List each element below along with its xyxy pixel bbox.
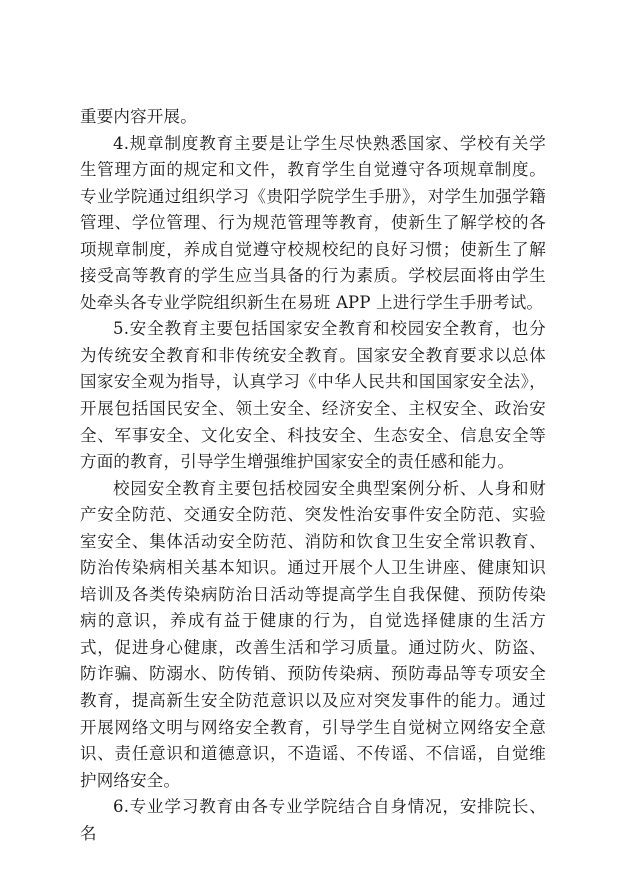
paragraph-campus-safety: 校园安全教育主要包括校园安全典型案例分析、人身和财产安全防范、交通安全防范、突发性治安事件安全防范、实验室安全、集体活动安全防范、消防和饮食卫生安全常识教育、防治传染病相关基本知识。通过开展个人卫生讲座、健康知识培训及各类传染病防治日活动等提高学生自我保健、预防传染病的意识，养成有益于健康的行为，自觉选择健康的生活方式，促进身心健康，改善生活和学习质量。通过防火、防盗、防诈骗、防溺水、防传销、预防传染病、预防毒品等专项安全教育，提高新生安全防范意识以及应对突发事件的能力。通过开展网络文明与网络安全教育，引导学生自觉树立网络安全意识、责任意识和道德意识，不造谣、不传谣、不信谣，自觉维护网络安全。 [80, 478, 546, 790]
paragraph-rules-education: 4.规章制度教育主要是让学生尽快熟悉国家、学校有关学生管理方面的规定和文件，教育学生自觉遵守各项规章制度。专业学院通过组织学习《贵阳学院学生手册》，对学生加强学籍管理、学位管理、行为规范管理等教育，使新生了解学校的各项规章制度，养成自觉遵守校规校纪的良好习惯；使新生了解接受高等教育的学生应当具备的行为素质。学校层面将由学生处牵头各专业学院组织新生在易班 APP 上进行学生手册考试。 [80, 133, 546, 312]
paragraph-continuation: 重要内容开展。 [80, 107, 197, 126]
document-body [80, 104, 546, 847]
paragraph-professional-study: 6.专业学习教育由各专业学院结合自身情况，安排院长、名 [80, 797, 546, 843]
paragraph-safety-education: 5.安全教育主要包括国家安全教育和校园安全教育，也分为传统安全教育和非传统安全教育。国家安全教育要求以总体国家安全观为指导，认真学习《中华人民共和国国家安全法》，开展包括国民安全、领土安全、经济安全、主权安全、政治安全、军事安全、文化安全、科技安全、生态安全、信息安全等方面的教育，引导学生增强维护国家安全的责任感和能力。 [80, 319, 546, 472]
